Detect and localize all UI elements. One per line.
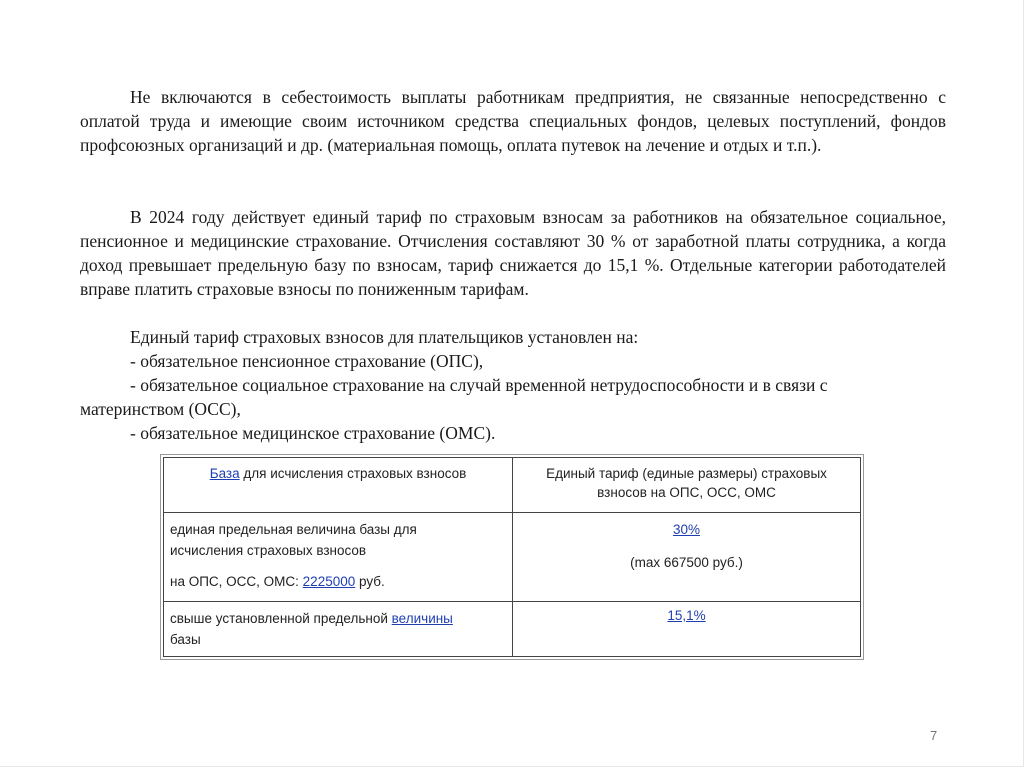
list-intro: Единый тариф страховых взносов для плательщиков установлен на: [130,327,639,347]
row2-base-pre: свыше установленной предельной [170,611,392,626]
list-item-oss-continued: материнством (ОСС), [80,399,241,419]
row2-base-post: базы [170,632,201,647]
rate-30-link[interactable]: 30% [672,522,701,537]
header-base-text: для исчисления страховых взносов [239,466,467,481]
list-item-oms: - обязательное медицинское страхование (ОМС). [130,423,496,443]
list-item-ops: - обязательное пенсионное страхование (ОПС), [130,351,484,371]
table-row [164,513,861,602]
value-link[interactable]: величины [391,611,453,626]
row1-base-line2: исчисления страховых взносов [170,543,367,558]
paragraph-exclusions-text: Не включаются в себестоимость выплаты работникам предприятия, не связанные непосредственно с оплатой труда и имеющие своим источником средства специальных фондов, целевых поступлений, фондов профсоюзных организаций и др. (материальная помощь, оплата путевок на лечение и отдых и т.п.). [80,87,946,155]
max-amount-note: (max 667500 руб.) [630,555,743,570]
header-tariff-line1: Единый тариф (единые размеры) страховых [546,466,827,481]
row2-base-cell [164,602,513,657]
row1-base-cell [164,513,513,602]
paragraph-exclusions [80,85,946,157]
rate-15-link[interactable]: 15,1% [667,608,706,623]
row1-base-line3-post: руб. [355,574,385,589]
row1-base-line1: единая предельная величина базы для [170,522,417,537]
header-base-cell [164,458,513,513]
base-amount-link[interactable]: 2225000 [302,574,356,589]
header-tariff-line2: взносов на ОПС, ОСС, ОМС [597,485,776,500]
tariff-list [80,325,946,445]
base-link[interactable]: База [209,466,240,481]
paragraph-tariff-2024 [80,205,946,301]
row1-tariff-cell [513,513,861,602]
row2-tariff-cell [513,602,861,657]
table-row [164,602,861,657]
table-header-row [164,458,861,513]
header-tariff-cell [513,458,861,513]
paragraph-tariff-2024-text: В 2024 году действует единый тариф по страховым взносам за работников на обязательное социальное, пенсионное и медицинские страхование. Отчисления составляют 30 % от заработной платы сотрудника, а когда доход превышает предельную базу по взносам, тариф снижается до 15,1 %. Отдельные категории работодателей вправе платить страховые взносы по пониженным тарифам. [80,207,946,299]
rates-table [163,457,861,657]
row1-base-line3-pre: на ОПС, ОСС, ОМС: [170,574,303,589]
page-number: 7 [930,728,938,743]
list-item-oss: - обязательное социальное страхование на случай временной нетрудоспособности и в связи с [130,375,828,395]
